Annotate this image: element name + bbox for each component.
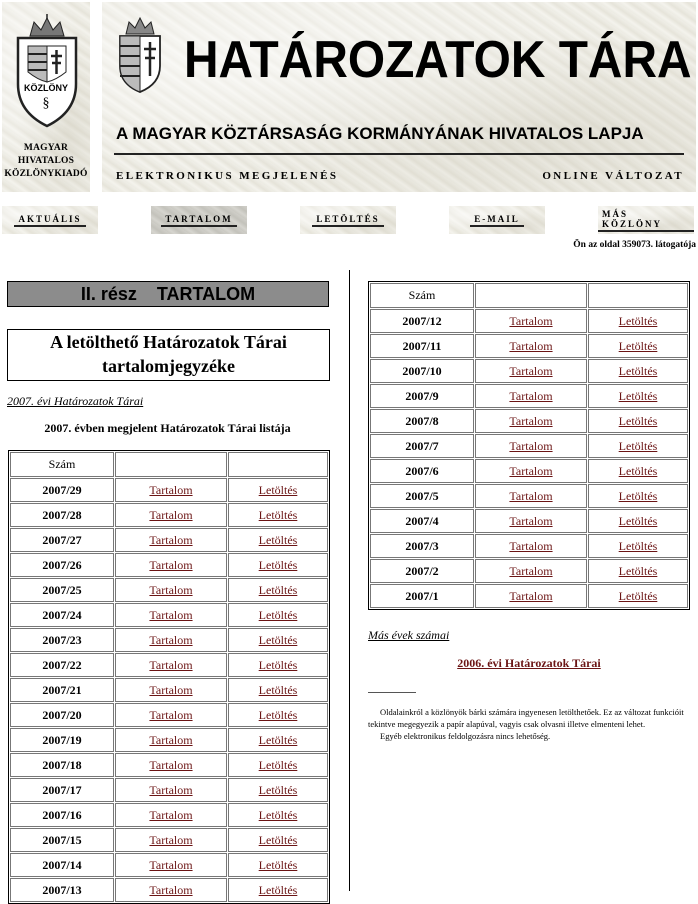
- logo-mark: §: [42, 96, 50, 111]
- download-cell: [228, 478, 328, 502]
- table-row: [370, 359, 688, 383]
- issue-number: 2007/3: [370, 534, 474, 558]
- content-link[interactable]: Tartalom: [149, 682, 193, 697]
- nav-email-button[interactable]: [449, 206, 545, 234]
- table-row: [10, 753, 328, 777]
- download-link[interactable]: Letöltés: [258, 857, 298, 872]
- content-cell: [115, 878, 227, 902]
- content-cell: [475, 534, 587, 558]
- issue-number: 2007/11: [370, 334, 474, 358]
- issue-number: 2007/16: [10, 803, 114, 827]
- download-cell: [228, 703, 328, 727]
- download-link[interactable]: Letöltés: [618, 538, 658, 553]
- content-link[interactable]: Tartalom: [149, 632, 193, 647]
- download-link[interactable]: Letöltés: [618, 488, 658, 503]
- download-cell: [588, 309, 688, 333]
- issue-number: 2007/15: [10, 828, 114, 852]
- table-row: [10, 853, 328, 877]
- download-link[interactable]: Letöltés: [258, 632, 298, 647]
- issue-number: 2007/19: [10, 728, 114, 752]
- table-row: [10, 828, 328, 852]
- table-row: [370, 559, 688, 583]
- content-cell: [475, 509, 587, 533]
- table-row: [10, 678, 328, 702]
- table-row: [10, 503, 328, 527]
- table-row: [370, 459, 688, 483]
- issue-number: 2007/4: [370, 509, 474, 533]
- content-link[interactable]: Tartalom: [149, 707, 193, 722]
- table-row: [370, 509, 688, 533]
- column-header-empty: [475, 283, 587, 308]
- download-cell: [588, 359, 688, 383]
- content-link[interactable]: Tartalom: [509, 513, 553, 528]
- issue-number: 2007/28: [10, 503, 114, 527]
- content-link[interactable]: Tartalom: [149, 532, 193, 547]
- download-cell: [588, 459, 688, 483]
- download-cell: [588, 434, 688, 458]
- download-cell: [228, 603, 328, 627]
- title-rule: [114, 153, 684, 155]
- content-cell: [475, 359, 587, 383]
- issue-number: 2007/24: [10, 603, 114, 627]
- download-link[interactable]: Letöltés: [258, 582, 298, 597]
- online-version-label: ONLINE VÁLTOZAT: [542, 170, 684, 182]
- issue-number: 2007/10: [370, 359, 474, 383]
- issue-number: 2007/25: [10, 578, 114, 602]
- content-link[interactable]: Tartalom: [509, 413, 553, 428]
- issue-number: 2007/20: [10, 703, 114, 727]
- download-cell: [228, 828, 328, 852]
- download-link[interactable]: Letöltés: [618, 513, 658, 528]
- download-cell: [588, 584, 688, 608]
- nav-button-label: E-MAIL: [470, 214, 524, 227]
- issue-number: 2007/8: [370, 409, 474, 433]
- download-link[interactable]: Letöltés: [258, 707, 298, 722]
- issue-number: 2007/21: [10, 678, 114, 702]
- table-row: [370, 334, 688, 358]
- year-2006-link[interactable]: 2006. évi Határozatok Tárai: [457, 656, 601, 670]
- content-cell: [115, 678, 227, 702]
- electronic-edition-label: ELEKTRONIKUS MEGJELENÉS: [116, 170, 339, 182]
- table-row: [370, 584, 688, 608]
- download-cell: [588, 384, 688, 408]
- download-link[interactable]: Letöltés: [258, 682, 298, 697]
- content-link[interactable]: Tartalom: [509, 388, 553, 403]
- table-header-row: [10, 452, 328, 477]
- content-cell: [115, 578, 227, 602]
- content-cell: [115, 778, 227, 802]
- content-cell: [115, 803, 227, 827]
- content-cell: [115, 703, 227, 727]
- content-link[interactable]: Tartalom: [509, 313, 553, 328]
- content-cell: [475, 309, 587, 333]
- logo-shield-word: KÖZLÖNY: [24, 83, 68, 93]
- hungarian-coat-of-arms-icon: [116, 16, 164, 94]
- table-row: [10, 628, 328, 652]
- issue-number: 2007/9: [370, 384, 474, 408]
- content-cell: [475, 459, 587, 483]
- table-row: [10, 778, 328, 802]
- footnote-rule: [368, 692, 416, 693]
- column-header-empty: [115, 452, 227, 477]
- issue-number: 2007/27: [10, 528, 114, 552]
- table-row: [10, 703, 328, 727]
- table-row: [370, 384, 688, 408]
- download-cell: [228, 578, 328, 602]
- issue-number: 2007/18: [10, 753, 114, 777]
- issues-table-left: [8, 450, 330, 904]
- column-header-szam: Szám: [10, 452, 114, 477]
- content-link[interactable]: Tartalom: [149, 807, 193, 822]
- footnote-paragraph: Oldalainkról a közlönyök bárki számára ingyenesen letölthetőek. Ez az változat funkcióit tekintve megegyezik a papír alapúval, vagyis csak olvasni illetve elmenteni lehet.: [368, 707, 684, 729]
- publisher-name: [2, 142, 90, 181]
- kozlony-shield-icon: [14, 14, 80, 132]
- download-cell: [588, 409, 688, 433]
- download-cell: [588, 534, 688, 558]
- content-link[interactable]: Tartalom: [149, 557, 193, 572]
- issue-number: 2007/17: [10, 778, 114, 802]
- download-cell: [228, 728, 328, 752]
- content-cell: [475, 334, 587, 358]
- content-cell: [115, 828, 227, 852]
- content-link[interactable]: Tartalom: [509, 563, 553, 578]
- footnote: [368, 706, 690, 742]
- download-link[interactable]: Letöltés: [258, 657, 298, 672]
- issue-number: 2007/22: [10, 653, 114, 677]
- year-2007-link[interactable]: 2007. évi Határozatok Tárai: [7, 394, 144, 408]
- download-link[interactable]: Letöltés: [258, 807, 298, 822]
- nav-tartalom-button[interactable]: [151, 206, 247, 234]
- download-cell: [588, 484, 688, 508]
- table-row: [10, 578, 328, 602]
- table-row: [10, 653, 328, 677]
- nav-button-label: MÁS KÖZLÖNY: [598, 209, 694, 232]
- download-link[interactable]: Letöltés: [618, 438, 658, 453]
- content-link[interactable]: Tartalom: [509, 438, 553, 453]
- content-link[interactable]: Tartalom: [509, 488, 553, 503]
- nav-letoltes-button[interactable]: [300, 206, 396, 234]
- download-link[interactable]: Letöltés: [618, 563, 658, 578]
- content-cell: [115, 853, 227, 877]
- nav-button-label: TARTALOM: [161, 214, 236, 227]
- content-cell: [475, 484, 587, 508]
- nav-button-label: LETÖLTÉS: [312, 214, 383, 227]
- issue-number: 2007/7: [370, 434, 474, 458]
- content-link[interactable]: Tartalom: [149, 882, 193, 897]
- content-link[interactable]: Tartalom: [509, 588, 553, 603]
- download-link[interactable]: Letöltés: [618, 388, 658, 403]
- content-link[interactable]: Tartalom: [149, 657, 193, 672]
- issue-number: 2007/26: [10, 553, 114, 577]
- download-link[interactable]: Letöltés: [258, 482, 298, 497]
- content-cell: [475, 559, 587, 583]
- download-link[interactable]: Letöltés: [618, 313, 658, 328]
- download-cell: [228, 853, 328, 877]
- nav-aktualis-button[interactable]: [2, 206, 98, 234]
- content-link[interactable]: Tartalom: [149, 482, 193, 497]
- table-row: [370, 484, 688, 508]
- download-link[interactable]: Letöltés: [618, 338, 658, 353]
- section-name: TARTALOM: [156, 283, 256, 304]
- content-cell: [115, 728, 227, 752]
- download-link[interactable]: Letöltés: [258, 782, 298, 797]
- content-cell: [115, 653, 227, 677]
- issue-number: 2007/12: [370, 309, 474, 333]
- download-cell: [228, 803, 328, 827]
- download-link[interactable]: Letöltés: [258, 507, 298, 522]
- issues-table-right: [368, 281, 690, 610]
- table-row: [370, 309, 688, 333]
- nav-button-label: AKTUÁLIS: [14, 214, 85, 227]
- issue-number: 2007/23: [10, 628, 114, 652]
- download-cell: [588, 334, 688, 358]
- table-row: [10, 553, 328, 577]
- masthead: [102, 2, 696, 192]
- content-link[interactable]: Tartalom: [149, 607, 193, 622]
- issue-number: 2007/2: [370, 559, 474, 583]
- content-link[interactable]: Tartalom: [149, 757, 193, 772]
- content-cell: [115, 478, 227, 502]
- download-link[interactable]: Letöltés: [618, 413, 658, 428]
- page-title: HATÁROZATOK TÁRA: [184, 31, 692, 89]
- content-cell: [475, 584, 587, 608]
- table-row: [10, 603, 328, 627]
- download-cell: [228, 753, 328, 777]
- issue-number: 2007/13: [10, 878, 114, 902]
- download-link[interactable]: Letöltés: [618, 463, 658, 478]
- download-cell: [228, 878, 328, 902]
- list-title: [7, 329, 330, 381]
- issue-number: 2007/1: [370, 584, 474, 608]
- download-link[interactable]: Letöltés: [258, 607, 298, 622]
- table-row: [10, 528, 328, 552]
- content-cell: [475, 384, 587, 408]
- issue-number: 2007/14: [10, 853, 114, 877]
- content-link[interactable]: Tartalom: [509, 538, 553, 553]
- content-cell: [115, 503, 227, 527]
- download-cell: [228, 653, 328, 677]
- download-cell: [228, 528, 328, 552]
- footnote-paragraph: Egyéb elektronikus feldolgozásra nincs lehetőség.: [380, 731, 551, 741]
- content-cell: [475, 434, 587, 458]
- download-link[interactable]: Letöltés: [258, 532, 298, 547]
- section-part: II. rész: [80, 283, 137, 304]
- list-title-line: A letölthető Határozatok Tárai: [50, 332, 287, 352]
- content-link[interactable]: Tartalom: [509, 463, 553, 478]
- table-row: [10, 478, 328, 502]
- issue-number: 2007/29: [10, 478, 114, 502]
- nav-mas-kozlony-button[interactable]: [598, 206, 694, 234]
- content-cell: [115, 753, 227, 777]
- download-link[interactable]: Letöltés: [618, 588, 658, 603]
- issue-number: 2007/5: [370, 484, 474, 508]
- page-subtitle: A MAGYAR KÖZTÁRSASÁG KORMÁNYÁNAK HIVATALOS LAPJA: [116, 124, 644, 143]
- table-row: [10, 728, 328, 752]
- column-header-empty: [588, 283, 688, 308]
- download-link[interactable]: Letöltés: [258, 757, 298, 772]
- content-cell: [475, 409, 587, 433]
- table-row: [370, 534, 688, 558]
- content-cell: [115, 603, 227, 627]
- list-caption: 2007. évben megjelent Határozatok Tárai listája: [44, 421, 291, 435]
- content-link[interactable]: Tartalom: [149, 507, 193, 522]
- content-link[interactable]: Tartalom: [149, 857, 193, 872]
- section-heading: [7, 281, 329, 307]
- download-cell: [588, 559, 688, 583]
- download-cell: [228, 503, 328, 527]
- issue-number: 2007/6: [370, 459, 474, 483]
- table-row: [370, 409, 688, 433]
- download-link[interactable]: Letöltés: [618, 363, 658, 378]
- content-link[interactable]: Tartalom: [149, 782, 193, 797]
- download-cell: [228, 778, 328, 802]
- content-link[interactable]: Tartalom: [509, 363, 553, 378]
- list-title-line: tartalomjegyzéke: [102, 356, 235, 376]
- content-link[interactable]: Tartalom: [149, 832, 193, 847]
- download-link[interactable]: Letöltés: [258, 732, 298, 747]
- table-row: [10, 878, 328, 902]
- download-link[interactable]: Letöltés: [258, 882, 298, 897]
- content-link[interactable]: Tartalom: [509, 338, 553, 353]
- content-link[interactable]: Tartalom: [149, 732, 193, 747]
- download-cell: [228, 628, 328, 652]
- visitor-counter: Ön az oldal 359073. látogatója: [573, 240, 696, 250]
- download-link[interactable]: Letöltés: [258, 832, 298, 847]
- table-row: [370, 434, 688, 458]
- publisher-name-line: KÖZLÖNYKIADÓ: [4, 169, 88, 179]
- column-divider: [349, 270, 350, 891]
- download-link[interactable]: Letöltés: [258, 557, 298, 572]
- content-cell: [115, 628, 227, 652]
- content-cell: [115, 528, 227, 552]
- table-row: [10, 803, 328, 827]
- content-link[interactable]: Tartalom: [149, 582, 193, 597]
- column-header-empty: [228, 452, 328, 477]
- download-cell: [588, 509, 688, 533]
- content-cell: [115, 553, 227, 577]
- column-header-szam: Szám: [370, 283, 474, 308]
- download-cell: [228, 678, 328, 702]
- table-header-row: [370, 283, 688, 308]
- publisher-name-line: HIVATALOS: [17, 156, 75, 166]
- other-years-link[interactable]: Más évek számai: [368, 628, 450, 642]
- download-cell: [228, 553, 328, 577]
- publisher-logo: [2, 2, 90, 192]
- publisher-name-line: MAGYAR: [23, 143, 69, 153]
